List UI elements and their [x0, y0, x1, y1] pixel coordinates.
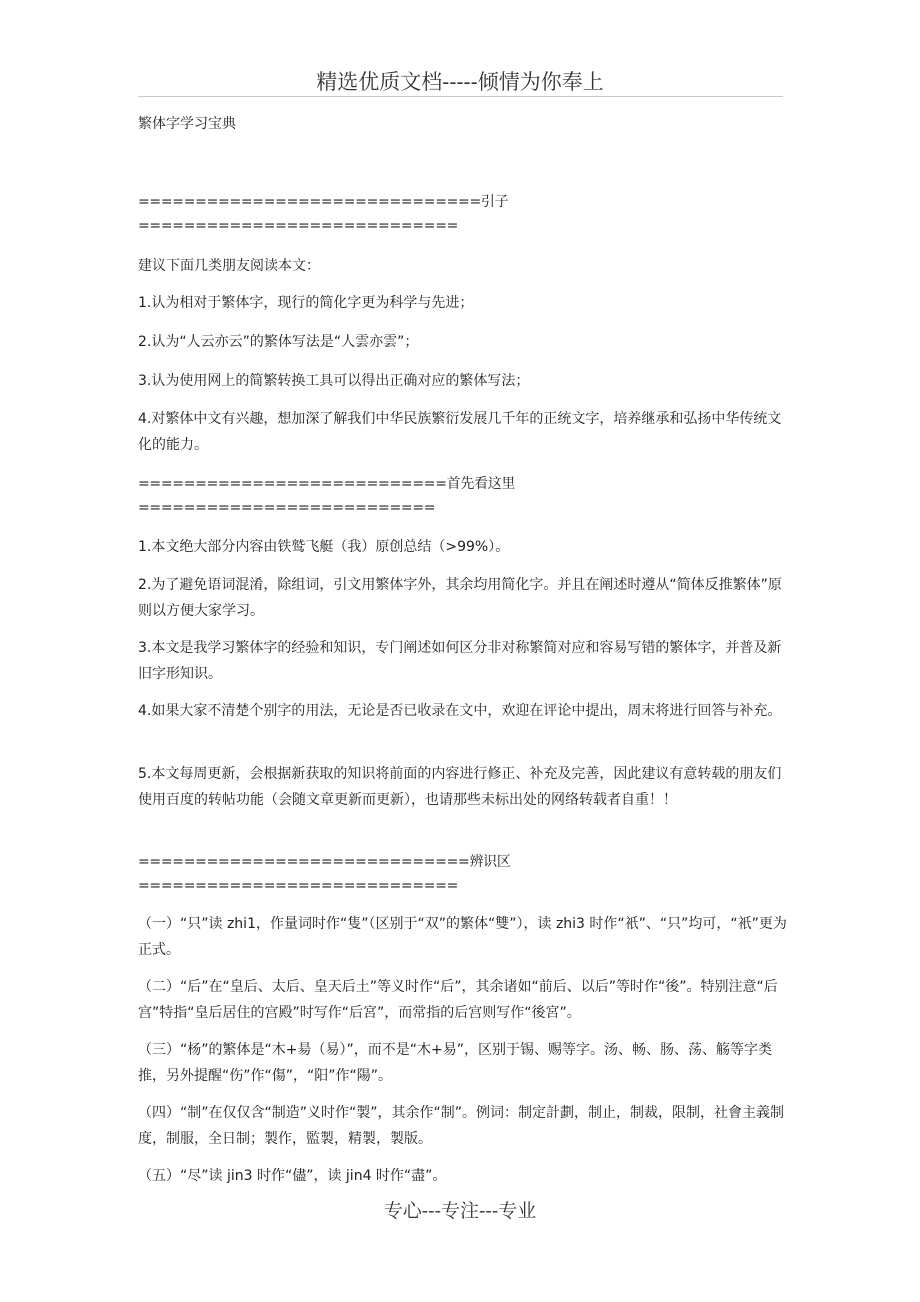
identify-item: （一）“只”读 zhi1，作量词时作“隻”（区别于“双”的繁体“雙”），读 zhi3 时作“衹”、“只”均可，“衹”更为正式。 [138, 916, 787, 958]
header-divider [138, 96, 783, 97]
separator-line: ===========================首先看这里 [138, 476, 516, 492]
identify-item: （四）“制”在仅仅含“制造”义时作“製”，其余作“制”。例词：制定計劃，制止，制裁，限制，社會主義制度，制服，全日制；製作，監製，精製，製版。 [138, 1105, 785, 1147]
note-item: 2.为了避免语词混淆，除组词，引文用繁体字外，其余均用简化字。并且在阐述时遵从“简体反推繁体”原则以方便大家学习。 [138, 577, 782, 619]
note-item: 5.本文每周更新，会根据新获取的知识将前面的内容进行修正、补充及完善，因此建议有意转载的朋友们使用百度的转帖功能（会随文章更新而更新），也请那些未标出处的网络转载者自重！！ [138, 766, 782, 808]
section-separator-identify [138, 850, 788, 898]
page-footer: 专心---专注---专业 [383, 1200, 537, 1222]
document-title: 繁体字学习宝典 [138, 116, 236, 132]
note-item: 4.如果大家不清楚个别字的用法，无论是否已收录在文中，欢迎在评论中提出，周末将进行回答与补充。 [138, 703, 782, 719]
reader-item: 4.对繁体中文有兴趣，想加深了解我们中华民族繁衍发展几千年的正统文字，培养继承和弘扬中华传统文化的能力。 [138, 411, 782, 453]
intro-paragraph: 建议下面几类朋友阅读本文： [138, 258, 320, 274]
identify-item: （五）“尽”读 jin3 时作“儘”，读 jin4 时作“盡”。 [138, 1168, 447, 1184]
separator-line: =============================辨识区 [138, 854, 511, 870]
reader-item: 2.认为“人云亦云”的繁体写法是“人雲亦雲”； [138, 334, 419, 350]
identify-item: （三）“杨”的繁体是“木+昜（易）”，而不是“木+易”，区别于锡、赐等字。汤、畅、肠、荡、觞等字类推，另外提醒“伤”作“傷”，“阳”作“陽”。 [138, 1042, 772, 1084]
reader-item: 3.认为使用网上的简繁转换工具可以得出正确对应的繁体写法； [138, 373, 530, 389]
section-separator-first-look [138, 472, 788, 520]
separator-line: ========================== [138, 500, 436, 516]
reader-item: 1.认为相对于繁体字，现行的简化字更为科学与先进； [138, 295, 474, 311]
separator-line: ============================ [138, 218, 459, 234]
identify-item: （二）“后”在“皇后、太后、皇天后土”等义时作“后”，其余诸如“前后、以后”等时作“後”。特别注意“后宫”特指“皇后居住的宫殿”时写作“后宮”，而常指的后宫则写作“後宮”。 [138, 979, 778, 1021]
separator-line: ==============================引子 [138, 194, 509, 210]
page-header-title: 精选优质文档-----倾情为你奉上 [316, 70, 604, 94]
separator-line: ============================ [138, 878, 459, 894]
section-separator-intro [138, 190, 788, 238]
note-item: 1.本文绝大部分内容由铁鹫飞艇（我）原创总结（>99%）。 [138, 539, 510, 555]
note-item: 3.本文是我学习繁体字的经验和知识，专门阐述如何区分非对称繁简对应和容易写错的繁体字，并普及新旧字形知识。 [138, 640, 782, 682]
